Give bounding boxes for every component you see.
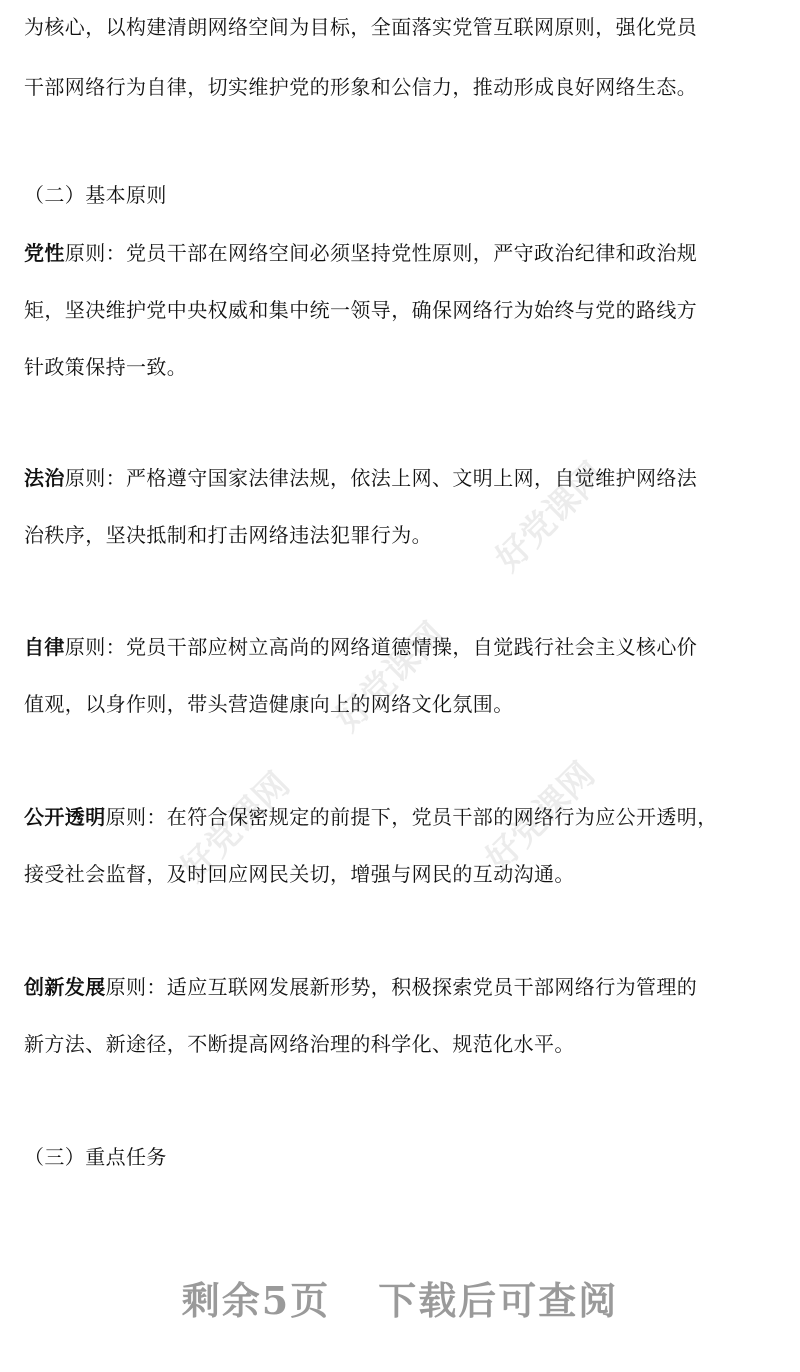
principle-keyword: 党性 (24, 241, 65, 265)
principle-text: 原则：党员干部应树立高尚的网络道德情操，自觉践行社会主义核心价 (64, 635, 698, 659)
principle-party-line (24, 238, 784, 268)
principle-law-line (24, 463, 784, 493)
section-heading: （二）基本原则 (24, 183, 167, 207)
watermark: 好党课网 (328, 614, 453, 740)
paragraph-line: 为核心，以构建清朗网络空间为目标，全面落实党管互联网原则，强化党员 (24, 15, 698, 39)
principle-text: 原则：适应互联网发展新形势，积极探索党员干部网络行为管理的 (105, 975, 698, 999)
download-prompt[interactable] (0, 1270, 800, 1325)
principle-innovate-line (24, 972, 784, 1002)
principle-open-line (24, 802, 784, 832)
principle-keyword: 公开透明 (24, 805, 106, 829)
principle-keyword: 创新发展 (24, 975, 106, 999)
paragraph-line: 值观，以身作则，带头营造健康向上的网络文化氛围。 (24, 692, 514, 716)
watermark: 好党课网 (488, 454, 613, 580)
paragraph-line: 矩，坚决维护党中央权威和集中统一领导，确保网络行为始终与党的路线方 (24, 298, 698, 322)
paragraph-line: 接受社会监督，及时回应网民关切，增强与网民的互动沟通。 (24, 862, 575, 886)
principle-text: 原则：严格遵守国家法律法规，依法上网、文明上网，自觉维护网络法 (64, 466, 698, 490)
watermark: 好党课网 (173, 764, 298, 890)
paragraph-line: 针政策保持一致。 (24, 355, 188, 379)
download-to-view-label[interactable]: 下载后可查阅 (378, 1278, 619, 1323)
principle-discipline-line (24, 632, 784, 662)
paragraph-line: 新方法、新途径，不断提高网络治理的科学化、规范化水平。 (24, 1032, 575, 1056)
principle-keyword: 法治 (24, 466, 65, 490)
watermark: 好党课网 (478, 754, 603, 880)
principle-text: 原则：在符合保密规定的前提下，党员干部的网络行为应公开透明， (105, 805, 718, 829)
paragraph-line: 干部网络行为自律，切实维护党的形象和公信力，推动形成良好网络生态。 (24, 75, 698, 99)
principle-text: 原则：党员干部在网络空间必须坚持党性原则，严守政治纪律和政治规 (64, 241, 698, 265)
principle-keyword: 自律 (24, 635, 65, 659)
paragraph-line: 治秩序，坚决抵制和打击网络违法犯罪行为。 (24, 523, 432, 547)
remaining-pages-label: 剩余5页 (181, 1278, 331, 1323)
section-heading: （三）重点任务 (24, 1145, 167, 1169)
